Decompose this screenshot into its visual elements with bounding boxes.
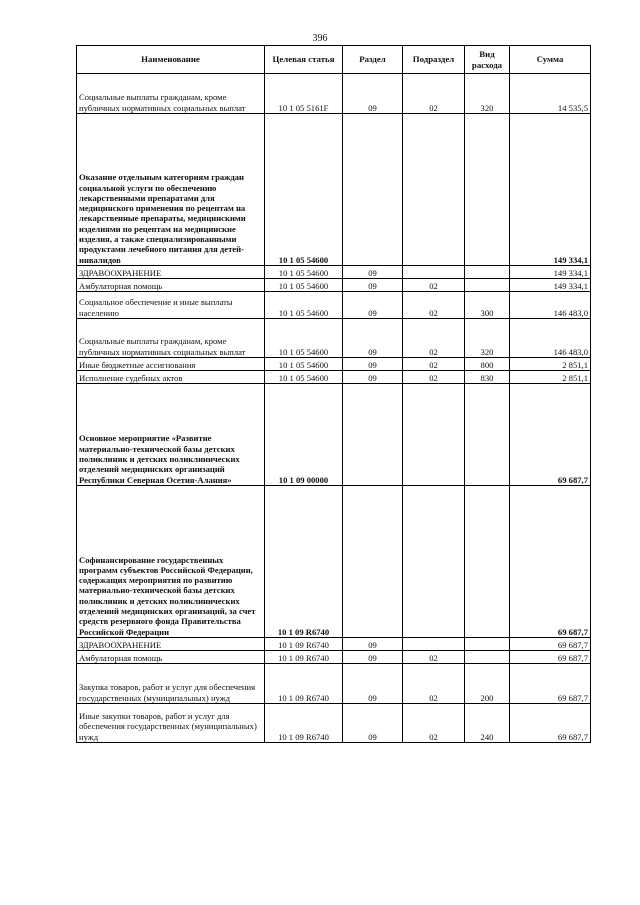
cell-article: 10 1 09 R6740 (265, 651, 343, 664)
cell-amount: 69 687,7 (510, 704, 591, 743)
cell-expense-type (465, 384, 510, 486)
cell-expense-type: 320 (465, 74, 510, 114)
cell-article: 10 1 05 54600 (265, 371, 343, 384)
cell-name: Амбулаторная помощь (77, 651, 265, 664)
cell-subsection (403, 384, 465, 486)
cell-section: 09 (343, 319, 403, 358)
cell-name: Оказание отдельным категориям граждан социальной услуги по обеспечению лекарственными препаратами для медицинского применения по рецептам на лекарственные препараты, медицинскими изделиями по рецептам на медицинские изделия, а также специализированными продуктами лечебного питания для детей-инвалидов (77, 114, 265, 266)
cell-expense-type: 320 (465, 319, 510, 358)
cell-amount: 149 334,1 (510, 114, 591, 266)
cell-article: 10 1 05 54600 (265, 292, 343, 319)
cell-subsection (403, 266, 465, 279)
header-amount: Сумма (510, 46, 591, 74)
table-row (77, 664, 591, 704)
cell-section: 09 (343, 704, 403, 743)
cell-amount: 146 483,0 (510, 319, 591, 358)
cell-name: ЗДРАВООХРАНЕНИЕ (77, 638, 265, 651)
cell-amount: 69 687,7 (510, 486, 591, 638)
cell-section: 09 (343, 638, 403, 651)
cell-expense-type: 240 (465, 704, 510, 743)
table-row (77, 74, 591, 114)
cell-name: Закупка товаров, работ и услуг для обеспечения государственных (муниципальных) нужд (77, 664, 265, 704)
cell-expense-type (465, 114, 510, 266)
cell-article: 10 1 05 54600 (265, 319, 343, 358)
cell-article: 10 1 09 R6740 (265, 486, 343, 638)
cell-section (343, 486, 403, 638)
cell-subsection: 02 (403, 358, 465, 371)
cell-subsection (403, 114, 465, 266)
cell-subsection (403, 638, 465, 651)
header-expense-type: Вид расхода (465, 46, 510, 74)
table-row (77, 651, 591, 664)
cell-expense-type (465, 486, 510, 638)
cell-amount: 69 687,7 (510, 638, 591, 651)
cell-amount: 2 851,1 (510, 371, 591, 384)
cell-expense-type: 800 (465, 358, 510, 371)
cell-section: 09 (343, 358, 403, 371)
header-name: Наименование (77, 46, 265, 74)
cell-subsection: 02 (403, 292, 465, 319)
table-row (77, 279, 591, 292)
cell-section: 09 (343, 651, 403, 664)
cell-subsection: 02 (403, 371, 465, 384)
table-header-row (77, 46, 591, 74)
table-row (77, 266, 591, 279)
table-row (77, 486, 591, 638)
header-subsection: Подраздел (403, 46, 465, 74)
table-row (77, 358, 591, 371)
cell-article: 10 1 05 54600 (265, 114, 343, 266)
cell-article: 10 1 05 5161F (265, 74, 343, 114)
cell-section: 09 (343, 266, 403, 279)
cell-amount: 149 334,1 (510, 279, 591, 292)
cell-section: 09 (343, 74, 403, 114)
cell-expense-type (465, 266, 510, 279)
header-section: Раздел (343, 46, 403, 74)
cell-section: 09 (343, 664, 403, 704)
cell-name: Иные закупки товаров, работ и услуг для обеспечения государственных (муниципальных) нужд (77, 704, 265, 743)
cell-subsection: 02 (403, 651, 465, 664)
cell-amount: 146 483,0 (510, 292, 591, 319)
cell-subsection: 02 (403, 319, 465, 358)
cell-expense-type (465, 638, 510, 651)
cell-amount: 14 535,5 (510, 74, 591, 114)
table-row (77, 114, 591, 266)
cell-article: 10 1 05 54600 (265, 279, 343, 292)
cell-name: Исполнение судебных актов (77, 371, 265, 384)
cell-name: Иные бюджетные ассигнования (77, 358, 265, 371)
cell-name: Софинансирование государственных программ субъектов Российской Федерации, содержащих мероприятия по развитию материально-технической базы детских поликлиник и детских поликлинических отделений медицинских организаций, за счет средств резервного фонда Правительства Российской Федерации (77, 486, 265, 638)
table-row (77, 319, 591, 358)
cell-amount: 69 687,7 (510, 664, 591, 704)
cell-name: Социальные выплаты гражданам, кроме публичных нормативных социальных выплат (77, 319, 265, 358)
cell-expense-type (465, 651, 510, 664)
cell-section: 09 (343, 279, 403, 292)
page-number: 396 (312, 33, 328, 44)
table-row (77, 292, 591, 319)
cell-name: ЗДРАВООХРАНЕНИЕ (77, 266, 265, 279)
cell-article: 10 1 05 54600 (265, 358, 343, 371)
cell-expense-type: 830 (465, 371, 510, 384)
budget-table (76, 45, 591, 743)
table-row (77, 638, 591, 651)
cell-section (343, 384, 403, 486)
cell-name: Социальное обеспечение и иные выплаты населению (77, 292, 265, 319)
cell-section (343, 114, 403, 266)
cell-expense-type (465, 279, 510, 292)
cell-section: 09 (343, 292, 403, 319)
cell-amount: 69 687,7 (510, 384, 591, 486)
cell-amount: 69 687,7 (510, 651, 591, 664)
cell-amount: 149 334,1 (510, 266, 591, 279)
cell-subsection: 02 (403, 279, 465, 292)
cell-section: 09 (343, 371, 403, 384)
cell-subsection: 02 (403, 664, 465, 704)
cell-article: 10 1 09 R6740 (265, 638, 343, 651)
table-body (77, 74, 591, 743)
table-row (77, 371, 591, 384)
cell-name: Социальные выплаты гражданам, кроме публичных нормативных социальных выплат (77, 74, 265, 114)
cell-name: Основное мероприятие «Развитие материально-технической базы детских поликлиник и детских поликлинических отделений медицинских организаций Республики Северная Осетия-Алания» (77, 384, 265, 486)
table-row (77, 704, 591, 743)
cell-article: 10 1 09 R6740 (265, 704, 343, 743)
cell-expense-type: 300 (465, 292, 510, 319)
cell-subsection (403, 486, 465, 638)
table-row (77, 384, 591, 486)
header-article: Целевая статья (265, 46, 343, 74)
cell-subsection: 02 (403, 74, 465, 114)
cell-name: Амбулаторная помощь (77, 279, 265, 292)
cell-article: 10 1 09 00000 (265, 384, 343, 486)
cell-amount: 2 851,1 (510, 358, 591, 371)
cell-subsection: 02 (403, 704, 465, 743)
cell-expense-type: 200 (465, 664, 510, 704)
cell-article: 10 1 05 54600 (265, 266, 343, 279)
cell-article: 10 1 09 R6740 (265, 664, 343, 704)
